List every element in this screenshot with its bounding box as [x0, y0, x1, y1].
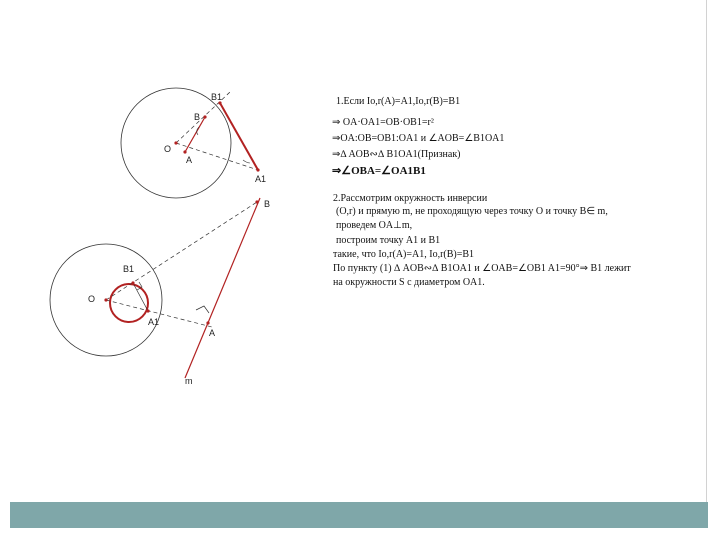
point-b-bottom: [255, 200, 258, 203]
point-o-top: [174, 141, 177, 144]
angle-arc-a1: [243, 160, 250, 163]
proof-step1-line2: ⇒ OA·OA1=OB·OB1=r²: [332, 117, 434, 128]
label-b1-bottom: B1: [123, 264, 135, 274]
label-o-top: O: [164, 144, 172, 154]
proof-step1-line1: 1.Если Io,r(A)=A1,Io,r(B)=B1: [336, 96, 461, 107]
right-angle-mark-a: [196, 306, 209, 313]
proof-step2-line6: По пункту (1) ∆ AOB∾∆ B1OA1 и ∠OAB=∠OB1 A1=90°⇒ B1 лежит: [333, 263, 631, 274]
proof-step2-line1: 2.Рассмотрим окружность инверсии: [333, 193, 488, 204]
label-a-bottom: A: [209, 328, 216, 338]
proof-step2-line7: на окружности S с диаметром OA1.: [333, 277, 485, 288]
top-segment-ab: [185, 117, 205, 152]
label-b1-top: B1: [211, 92, 223, 102]
point-a1-top: [256, 168, 259, 171]
point-b1-bottom: [131, 281, 134, 284]
proof-step1-line4: ⇒∆ AOB∾∆ B1OA1(Признак): [332, 149, 461, 160]
ray-ob-bottom: [106, 202, 257, 300]
label-b-bottom: B: [264, 199, 271, 209]
point-o-bottom: [104, 298, 107, 301]
line-m: [185, 198, 260, 378]
label-a-top: A: [186, 155, 193, 165]
label-o-bottom: O: [88, 294, 96, 304]
point-a1-bottom: [146, 309, 149, 312]
label-a1-bottom: A1: [148, 317, 160, 327]
bottom-figure: [50, 198, 270, 386]
circle-s: [110, 284, 148, 322]
label-m: m: [185, 376, 193, 386]
proof-step2-line4: построим точку A1 и B1: [336, 235, 441, 246]
proof-step2-line3: проведем OA⊥m,: [336, 220, 413, 231]
proof-step2-line2: (O,r) и прямую m, не проходящую через точку O и точку B∈ m,: [336, 206, 608, 217]
top-figure: [121, 88, 266, 198]
proof-step1-line3: ⇒OA:OB=OB1:OA1 и ∠AOB=∠B1OA1: [332, 133, 505, 144]
point-a-bottom: [206, 321, 209, 324]
point-b-top: [203, 115, 206, 118]
slide-right-border: [706, 0, 707, 502]
label-b-top: B: [194, 112, 201, 122]
point-a-top: [183, 150, 186, 153]
footer-bar: [10, 502, 708, 528]
proof-step2-line5: такие, что Io,r(A)=A1, Io,r(B)=B1: [333, 249, 475, 260]
label-a1-top: A1: [255, 174, 267, 184]
top-segment-b1a1: [220, 103, 258, 170]
proof-step1-line5: ⇒∠OBA=∠OA1B1: [332, 165, 426, 177]
